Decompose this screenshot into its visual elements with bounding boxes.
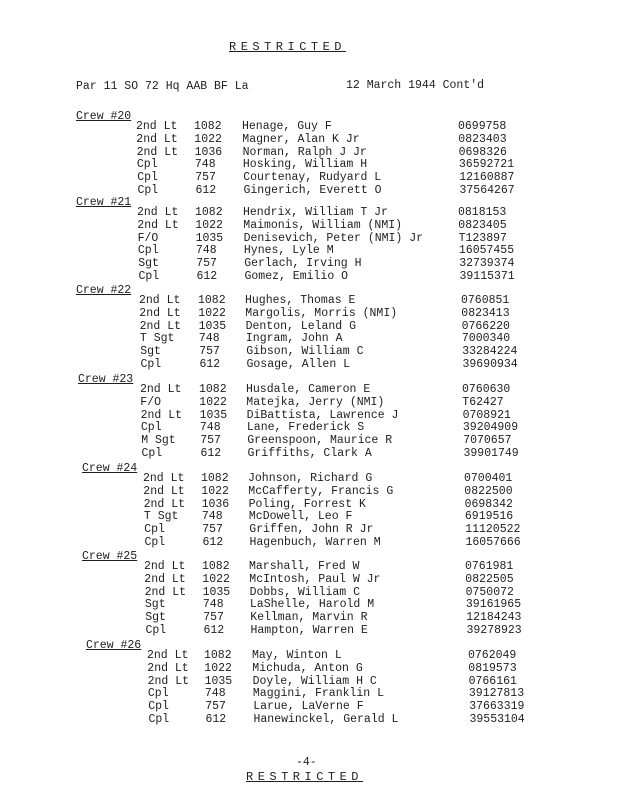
member-mos-code: 748: [202, 598, 224, 612]
member-rank: 2nd Lt: [143, 484, 185, 498]
crew-member-row: [0, 146, 619, 158]
member-mos-code: 1022: [195, 218, 223, 232]
member-mos-code: 612: [203, 624, 225, 637]
member-name: Henage, Guy F: [242, 120, 332, 133]
member-mos-code: 1035: [195, 231, 224, 245]
crew-member-row: [0, 409, 619, 421]
member-rank: 2nd Lt: [144, 572, 186, 586]
member-rank: 2nd Lt: [144, 560, 186, 573]
member-name: Lane, Frederick S: [246, 421, 365, 435]
member-rank: Cpl: [148, 700, 169, 714]
member-name: McCafferty, Francis G: [248, 484, 394, 498]
member-serial-number: 0760630: [462, 383, 511, 396]
member-mos-code: 748: [204, 687, 226, 701]
crew-member-row: [0, 523, 619, 535]
member-rank: F/O: [137, 231, 159, 245]
member-rank: Cpl: [144, 536, 166, 549]
member-serial-number: 0761981: [465, 560, 514, 573]
crew-member-row: [0, 598, 619, 610]
member-name: Kellman, Marvin R: [250, 611, 368, 625]
page-number: -4-: [296, 756, 317, 769]
member-name: Denton, Leland G: [245, 319, 357, 333]
member-mos-code: 612: [199, 358, 221, 371]
crew-member-row: [0, 345, 619, 357]
member-serial-number: 0823403: [458, 132, 507, 146]
member-mos-code: 612: [200, 447, 222, 460]
member-rank: 2nd Lt: [143, 497, 186, 511]
member-serial-number: 37564267: [459, 184, 515, 197]
crew-member-row: [0, 257, 619, 269]
member-rank: Sgt: [140, 345, 161, 359]
member-mos-code: 1082: [201, 472, 229, 485]
member-serial-number: 16057666: [465, 536, 521, 549]
member-serial-number: 36592721: [458, 158, 515, 172]
member-name: Poling, Forrest K: [248, 497, 366, 511]
member-name: Greenspoon, Maurice R: [247, 434, 393, 448]
member-serial-number: 33284224: [462, 345, 518, 359]
crew-member-row: [0, 472, 619, 484]
member-serial-number: 39204909: [462, 421, 519, 435]
member-name: May, Winton L: [252, 649, 342, 662]
crew-member-row: [0, 232, 619, 244]
member-serial-number: 12160887: [459, 171, 515, 185]
member-mos-code: 612: [202, 536, 224, 549]
member-mos-code: 1035: [198, 319, 227, 333]
crew-member-row: [0, 434, 619, 446]
member-serial-number: 0766161: [468, 674, 517, 688]
member-serial-number: T62427: [462, 395, 504, 409]
member-serial-number: 12184243: [466, 611, 522, 625]
member-mos-code: 612: [205, 713, 227, 726]
member-mos-code: 757: [199, 345, 220, 359]
member-mos-code: 1082: [199, 383, 227, 396]
member-mos-code: 757: [200, 434, 221, 448]
member-name: Maimonis, William (NMI): [243, 218, 403, 232]
member-rank: 2nd Lt: [140, 408, 183, 422]
member-name: Gosage, Allen L: [246, 358, 351, 371]
member-serial-number: 16057455: [458, 244, 515, 258]
crew-member-row: [0, 713, 619, 725]
member-mos-code: 748: [199, 421, 221, 435]
member-name: Doyle, William H C: [252, 674, 377, 688]
restricted-footer: RESTRICTED: [246, 770, 364, 784]
member-serial-number: 0823405: [458, 218, 507, 232]
crew-member-row: [0, 184, 619, 196]
member-serial-number: 39127813: [468, 687, 525, 701]
member-rank: Cpl: [140, 421, 162, 435]
restricted-header: RESTRICTED: [229, 40, 347, 54]
crew-member-row: [0, 560, 619, 572]
crew-member-row: [0, 586, 619, 598]
crew-member-row: [0, 332, 619, 344]
member-rank: T Sgt: [139, 332, 175, 346]
member-name: Michuda, Anton G: [252, 661, 363, 675]
member-name: McIntosh, Paul W Jr: [249, 572, 381, 586]
member-serial-number: 0762049: [468, 649, 517, 662]
member-name: Ingram, John A: [245, 332, 343, 346]
member-name: Hampton, Warren E: [250, 624, 368, 637]
member-name: Hughes, Thomas E: [245, 294, 356, 307]
crew-member-row: [0, 244, 619, 256]
member-serial-number: 0698326: [458, 145, 507, 159]
member-rank: Cpl: [145, 624, 167, 637]
member-rank: Cpl: [144, 523, 165, 537]
crew-member-row: [0, 120, 619, 132]
member-name: Gibson, William C: [246, 345, 364, 359]
crew-label: Crew #22: [76, 284, 132, 297]
crew-member-row: [0, 396, 619, 408]
crew-label: Crew #24: [82, 462, 138, 475]
member-mos-code: 1082: [195, 206, 223, 219]
member-mos-code: 1022: [199, 395, 227, 409]
member-mos-code: 757: [196, 257, 217, 271]
member-rank: Cpl: [138, 270, 160, 283]
member-mos-code: 757: [202, 523, 223, 537]
member-rank: M Sgt: [141, 434, 176, 448]
member-mos-code: 612: [196, 270, 218, 283]
crew-label: Crew #23: [78, 373, 134, 386]
member-rank: 2nd Lt: [139, 306, 181, 320]
member-name: Husdale, Cameron E: [246, 383, 371, 396]
crew-member-row: [0, 447, 619, 459]
member-serial-number: 0699758: [458, 120, 507, 133]
member-serial-number: 0766220: [461, 319, 510, 333]
member-name: McDowell, Leo F: [248, 510, 353, 524]
crew-member-row: [0, 611, 619, 623]
member-mos-code: 1022: [204, 661, 232, 675]
crew-member-row: [0, 270, 619, 282]
member-name: DiBattista, Lawrence J: [246, 408, 399, 422]
member-rank: 2nd Lt: [137, 206, 179, 219]
member-name: Maggini, Franklin L: [252, 687, 385, 701]
crew-label: Crew #25: [82, 550, 138, 563]
member-mos-code: 748: [195, 244, 217, 258]
member-rank: 2nd Lt: [137, 218, 179, 232]
member-serial-number: 39161965: [465, 598, 522, 612]
crew-member-row: [0, 358, 619, 370]
member-mos-code: 1022: [194, 132, 222, 146]
member-serial-number: 0823413: [461, 306, 510, 320]
member-name: Hagenbuch, Warren M: [249, 536, 381, 549]
member-rank: Cpl: [137, 244, 159, 258]
crew-member-row: [0, 536, 619, 548]
member-serial-number: 0750072: [465, 585, 514, 599]
member-mos-code: 748: [201, 510, 223, 524]
member-name: Norman, Ralph J Jr: [242, 145, 367, 159]
member-serial-number: 37663319: [469, 700, 525, 714]
member-name: Courtenay, Rudyard L: [243, 171, 382, 185]
member-serial-number: 6919516: [464, 510, 514, 524]
member-serial-number: 39690934: [462, 358, 518, 371]
member-rank: 2nd Lt: [139, 294, 181, 307]
member-mos-code: 1082: [194, 120, 222, 133]
crew-member-row: [0, 383, 619, 395]
crew-member-row: [0, 171, 619, 183]
member-rank: 2nd Lt: [144, 585, 187, 599]
member-serial-number: 0698342: [464, 497, 513, 511]
member-serial-number: 0822505: [465, 572, 514, 586]
member-name: Griffiths, Clark A: [247, 447, 372, 460]
member-rank: Cpl: [148, 713, 170, 726]
crew-member-row: [0, 662, 619, 674]
member-serial-number: 0760851: [461, 294, 510, 307]
member-name: Magner, Alan K Jr: [242, 132, 360, 146]
member-mos-code: 1036: [194, 145, 223, 159]
member-name: Dobbs, William C: [249, 585, 361, 599]
member-rank: 2nd Lt: [136, 145, 179, 159]
member-name: LaShelle, Harold M: [249, 598, 375, 612]
crew-label: Crew #21: [76, 196, 132, 209]
member-serial-number: 39115371: [459, 270, 515, 283]
member-rank: 2nd Lt: [136, 132, 178, 146]
order-date: 12 March 1944 Cont'd: [346, 79, 485, 92]
member-name: Hendrix, William T Jr: [243, 206, 388, 219]
member-name: Hosking, William H: [242, 158, 368, 172]
member-mos-code: 1035: [199, 408, 228, 422]
member-name: Griffen, John R Jr: [249, 523, 374, 537]
member-name: Gingerich, Everett O: [243, 184, 382, 197]
member-name: Matejka, Jerry (NMI): [246, 395, 385, 409]
member-name: Johnson, Richard G: [248, 472, 373, 485]
crew-member-row: [0, 675, 619, 687]
member-rank: Cpl: [141, 447, 163, 460]
member-rank: 2nd Lt: [147, 661, 189, 675]
member-serial-number: 11120522: [465, 523, 521, 537]
member-name: Marshall, Fred W: [249, 560, 360, 573]
member-name: Hynes, Lyle M: [243, 244, 334, 258]
order-reference: Par 11 SO 72 Hq AAB BF La: [76, 80, 249, 93]
member-serial-number: 39901749: [463, 447, 519, 460]
member-serial-number: 0822500: [464, 484, 513, 498]
member-mos-code: 1022: [201, 484, 229, 498]
member-mos-code: 1082: [204, 649, 232, 662]
member-serial-number: 0819573: [468, 661, 517, 675]
crew-member-row: [0, 307, 619, 319]
member-rank: 2nd Lt: [140, 383, 182, 396]
crew-member-row: [0, 485, 619, 497]
member-serial-number: 0818153: [458, 206, 507, 219]
crew-member-row: [0, 421, 619, 433]
member-serial-number: 39278923: [466, 624, 522, 637]
crew-member-row: [0, 294, 619, 306]
member-mos-code: 757: [203, 611, 224, 625]
member-rank: Sgt: [144, 598, 166, 612]
crew-member-row: [0, 219, 619, 231]
crew-label: Crew #26: [86, 639, 142, 652]
member-mos-code: 748: [194, 158, 216, 172]
member-rank: Cpl: [136, 158, 158, 172]
member-rank: Sgt: [145, 611, 166, 625]
crew-member-row: [0, 320, 619, 332]
member-serial-number: 7070657: [463, 434, 512, 448]
crew-member-row: [0, 510, 619, 522]
crew-member-row: [0, 687, 619, 699]
member-name: Denisevich, Peter (NMI) Jr: [243, 231, 424, 245]
member-rank: 2nd Lt: [143, 472, 185, 485]
member-rank: 2nd Lt: [147, 674, 190, 688]
member-rank: 2nd Lt: [139, 319, 182, 333]
crew-member-row: [0, 498, 619, 510]
member-rank: 2nd Lt: [147, 649, 189, 662]
member-name: Margolis, Morris (NMI): [245, 306, 398, 320]
crew-label: Crew #20: [76, 110, 132, 123]
crew-member-row: [0, 624, 619, 636]
member-rank: Sgt: [138, 257, 159, 271]
member-mos-code: 748: [198, 332, 220, 346]
member-serial-number: 39553104: [469, 713, 525, 726]
member-mos-code: 612: [195, 184, 217, 197]
member-serial-number: T123897: [458, 231, 507, 245]
member-name: Gomez, Emilio O: [244, 270, 349, 283]
member-rank: F/O: [140, 395, 162, 409]
crew-member-row: [0, 133, 619, 145]
member-rank: T Sgt: [143, 510, 179, 524]
crew-member-row: [0, 700, 619, 712]
member-serial-number: 0700401: [464, 472, 513, 485]
member-name: Hanewinckel, Gerald L: [253, 713, 399, 726]
member-mos-code: 1082: [198, 294, 226, 307]
crew-member-row: [0, 649, 619, 661]
member-mos-code: 757: [195, 171, 216, 185]
member-rank: Cpl: [140, 358, 162, 371]
member-mos-code: 1036: [201, 497, 230, 511]
crew-member-row: [0, 158, 619, 170]
crew-member-row: [0, 573, 619, 585]
member-serial-number: 32739374: [459, 257, 515, 271]
member-mos-code: 1035: [202, 585, 231, 599]
member-rank: Cpl: [147, 687, 169, 701]
member-serial-number: 0708921: [462, 408, 511, 422]
member-rank: Cpl: [137, 184, 159, 197]
member-mos-code: 1035: [204, 674, 233, 688]
member-mos-code: 1022: [202, 572, 230, 586]
member-name: Larue, LaVerne F: [253, 700, 364, 714]
crew-member-row: [0, 206, 619, 218]
member-name: Gerlach, Irving H: [244, 257, 362, 271]
member-rank: Cpl: [137, 171, 158, 185]
member-mos-code: 757: [205, 700, 226, 714]
member-mos-code: 1022: [198, 306, 226, 320]
member-rank: 2nd Lt: [136, 120, 178, 133]
member-mos-code: 1082: [202, 560, 230, 573]
member-serial-number: 7000340: [461, 332, 511, 346]
